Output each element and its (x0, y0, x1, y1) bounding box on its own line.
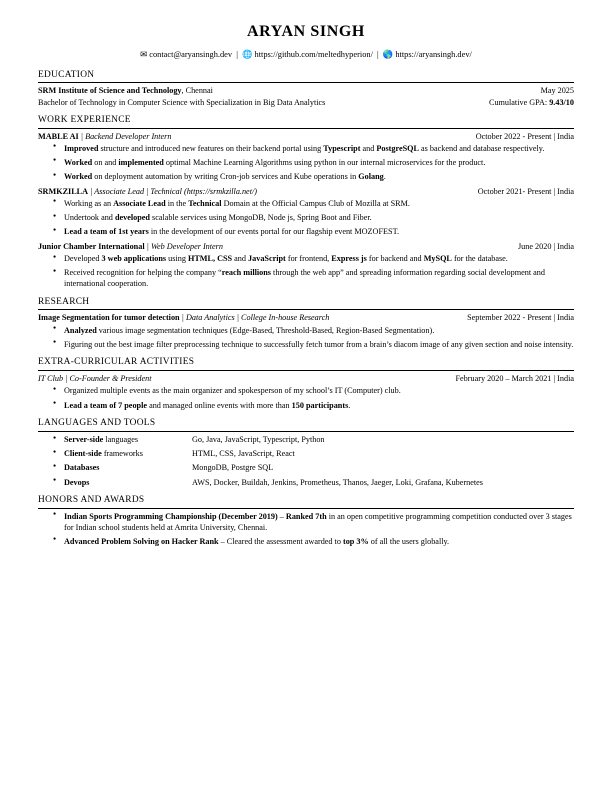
bullet-text: Domain at the Official Campus Club of Mozilla at SRM. (221, 198, 410, 208)
list-item (64, 537, 574, 548)
entry-header (38, 132, 574, 142)
bullet-emphasis: implemented (118, 157, 164, 167)
education-gpa-label: Cumulative GPA: (489, 97, 550, 107)
entry-bullets (38, 199, 574, 238)
envelope-icon: ✉ (140, 50, 148, 59)
entry-title (38, 187, 257, 197)
bullet-text: structure and introduced new features on their backend portal using (98, 143, 324, 153)
bullet-emphasis: Improved (64, 143, 99, 153)
bullet-emphasis: Associate Lead (113, 198, 166, 208)
bullet-emphasis: Ranked 7th (285, 511, 327, 521)
section-title-extra: EXTRA-CURRICULAR ACTIVITIES (38, 357, 574, 371)
entry-role: | Co-Founder & President (63, 374, 152, 384)
language-values: AWS, Docker, Buildah, Jenkins, Prometheus, Thanos, Jaeger, Loki, Grafana, Kubernetes (192, 477, 483, 487)
language-category (64, 449, 192, 460)
language-category-rest: languages (103, 435, 139, 445)
bullet-emphasis: Technical (188, 198, 222, 208)
section-title-research: RESEARCH (38, 297, 574, 311)
language-row (64, 463, 574, 474)
bullet-text: various image segmentation techniques (Edge-Based, Threshold-Based, Region-Based Segmentation). (96, 325, 435, 335)
bullet-text: Developed (64, 254, 102, 264)
entry-header (38, 242, 574, 252)
entry-bullets (38, 144, 574, 183)
education-degree: Bachelor of Technology in Computer Science with Specialization in Big Data Analytics (38, 97, 326, 107)
section-title-languages: LANGUAGES AND TOOLS (38, 418, 574, 432)
language-values: Go, Java, JavaScript, Typescript, Python (192, 435, 325, 445)
entry-date: September 2022 - Present | India (467, 313, 574, 323)
list-item (64, 213, 574, 224)
bullet-emphasis: Analyzed (64, 325, 97, 335)
page-title: ARYAN SINGH (247, 23, 365, 40)
bullet-emphasis: PostgreSQL (376, 143, 419, 153)
entry-bullets (38, 326, 574, 351)
languages-list (38, 435, 574, 488)
github-icon: 🌐 (241, 50, 253, 59)
bullet-emphasis: Lead a team of 1st years (64, 227, 149, 237)
list-item (64, 401, 574, 412)
contact-separator-2: | (377, 50, 379, 59)
bullet-emphasis: JavaScript (248, 254, 286, 264)
entry-bullets (38, 386, 574, 411)
language-category-bold: Client-side (64, 449, 102, 459)
entry-organization: IT Club (38, 374, 64, 384)
bullet-text: on and (92, 157, 119, 167)
bullet-emphasis: Typescript (323, 143, 361, 153)
contact-separator-1: | (236, 50, 238, 59)
bullet-text: using (166, 254, 188, 264)
section-title-work: WORK EXPERIENCE (38, 115, 574, 129)
bullet-text: – Cleared the assessment awarded to (218, 536, 343, 546)
list-item (64, 172, 574, 183)
list-item (64, 254, 574, 265)
bullet-text: . (348, 400, 351, 410)
bullet-text: in the (165, 198, 189, 208)
education-degree-row (38, 98, 574, 108)
entry-organization: Junior Chamber International (38, 241, 145, 251)
entry-organization: Image Segmentation for tumor detection (38, 313, 180, 323)
bullet-emphasis: Indian Sports Programming Championship (December 2019) (64, 511, 278, 521)
list-item (64, 227, 574, 238)
bullet-text: . (383, 172, 386, 182)
list-item (64, 199, 574, 210)
bullet-emphasis: Golang (358, 172, 384, 182)
contact-email[interactable]: contact@aryansingh.dev (149, 50, 233, 59)
bullet-text: and managed online events with more than (147, 400, 292, 410)
bullet-text: – (277, 511, 286, 521)
language-category-bold: Devops (64, 477, 90, 487)
language-row (64, 435, 574, 446)
experience-entry (38, 242, 574, 290)
entry-date: June 2020 | India (518, 241, 574, 251)
list-item (64, 326, 574, 337)
list-item (64, 340, 574, 351)
language-values: MongoDB, Postgre SQL (192, 463, 274, 473)
bullet-text: of all the users globally. (368, 536, 450, 546)
experience-entry (38, 374, 574, 411)
bullet-text: in the development of our events portal for our flagship event MOZOFEST. (148, 227, 400, 237)
entry-title (38, 374, 151, 384)
section-title-honors: HONORS AND AWARDS (38, 495, 574, 509)
bullet-text: Working as an (64, 198, 114, 208)
education-entry (38, 86, 574, 96)
experience-entry (38, 187, 574, 238)
bullet-text: Received recognition for helping the company “ (64, 268, 222, 278)
language-row (64, 478, 574, 489)
language-category-bold: Databases (64, 463, 100, 473)
entry-header (38, 313, 574, 323)
list-item (64, 158, 574, 169)
entry-role: | Data Analytics | College In-house Research (179, 313, 330, 323)
entry-header (38, 374, 574, 384)
bullet-emphasis: top 3% (342, 536, 369, 546)
list-item (64, 386, 574, 397)
list-item (64, 463, 574, 474)
bullet-emphasis: 3 web applications (101, 254, 167, 264)
work-entries (38, 132, 574, 290)
entry-organization: MABLE AI (38, 131, 79, 141)
bullet-text: in an open competitive programming competition conducted over 3 stages for Indian school students held at Amrita University, Chennai. (64, 511, 572, 532)
bullet-text: for the database. (451, 254, 508, 264)
contact-website[interactable]: https://aryansingh.dev/ (395, 50, 472, 59)
honors-items (38, 512, 574, 547)
entry-date: February 2020 – March 2021 | India (455, 374, 574, 384)
bullet-text: for backend and (366, 254, 424, 264)
bullet-emphasis: Worked (64, 172, 93, 182)
entry-date: October 2021- Present | India (477, 186, 574, 196)
bullet-emphasis: MySQL (423, 254, 452, 264)
education-location: , Chennai (181, 86, 213, 96)
bullet-emphasis: Express js (331, 254, 367, 264)
bullet-emphasis: developed (114, 213, 150, 223)
education-date: May 2025 (540, 86, 574, 96)
bullet-text: Organized multiple events as the main organizer and spokesperson of my school’s IT (Computer) club. (64, 386, 401, 396)
language-category (64, 435, 192, 446)
entry-role: | Backend Developer Intern (78, 131, 172, 141)
experience-entry (38, 132, 574, 183)
bullet-text: Undertook and (64, 213, 115, 223)
entry-role: | Associate Lead | Technical (https://srmkzilla.net/) (88, 186, 257, 196)
list-item (64, 435, 574, 446)
list-item (64, 144, 574, 155)
entry-title (38, 242, 223, 252)
globe-icon: 🌎 (382, 50, 394, 59)
bullet-emphasis: HTML, CSS (187, 254, 233, 264)
list-item (64, 478, 574, 489)
bullet-text: Figuring out the best image filter preprocessing technique to successfully fetch tumor from a brain’s diacom image of any given section and noise intensity. (64, 339, 574, 349)
bullet-emphasis: reach millions (221, 268, 271, 278)
bullet-emphasis: Lead a team of 7 people (64, 400, 148, 410)
bullet-text: and (232, 254, 249, 264)
language-values: HTML, CSS, JavaScript, React (192, 449, 295, 459)
education-school: SRM Institute of Science and Technology (38, 86, 182, 96)
entry-title (38, 313, 329, 323)
bullet-text: and (360, 143, 377, 153)
bullet-text: scalable services using MongoDB, Node js, Spring Boot and Fiber. (149, 213, 372, 223)
entry-title (38, 132, 171, 142)
language-category (64, 463, 192, 474)
contact-line (38, 50, 574, 61)
languages-items (38, 435, 574, 488)
extra-entries (38, 374, 574, 411)
bullet-text: on deployment automation by writing Cron-job services and Kube operations in (92, 172, 359, 182)
language-row (64, 449, 574, 460)
experience-entry (38, 313, 574, 350)
language-category-rest: frameworks (101, 449, 143, 459)
list-item (64, 268, 574, 289)
education-gpa-value: 9.43/10 (549, 97, 574, 107)
section-title-education: EDUCATION (38, 70, 574, 84)
research-entries (38, 313, 574, 350)
entry-role: | Web Developer Intern (144, 241, 223, 251)
list-item (64, 512, 574, 533)
entry-header (38, 187, 574, 197)
contact-github[interactable]: https://github.com/meltedhyperion/ (254, 50, 373, 59)
entry-organization: SRMKZILLA (38, 186, 89, 196)
bullet-text: through the web app” and spreading information regarding social development and international cooperation. (64, 268, 545, 288)
list-item (64, 449, 574, 460)
entry-date: October 2022 - Present | India (475, 131, 574, 141)
bullet-text: for frontend, (285, 254, 332, 264)
bullet-emphasis: 150 participants (291, 400, 349, 410)
bullet-text: optimal Machine Learning Algorithms using python in our internal microservices for the product. (163, 157, 486, 167)
bullet-emphasis: Advanced Problem Solving on Hacker Rank (64, 536, 219, 546)
bullet-emphasis: Worked (64, 157, 93, 167)
entry-bullets (38, 254, 574, 289)
bullet-text: as backend and database respectively. (418, 143, 545, 153)
language-category-bold: Server-side (64, 435, 104, 445)
language-category (64, 478, 192, 489)
